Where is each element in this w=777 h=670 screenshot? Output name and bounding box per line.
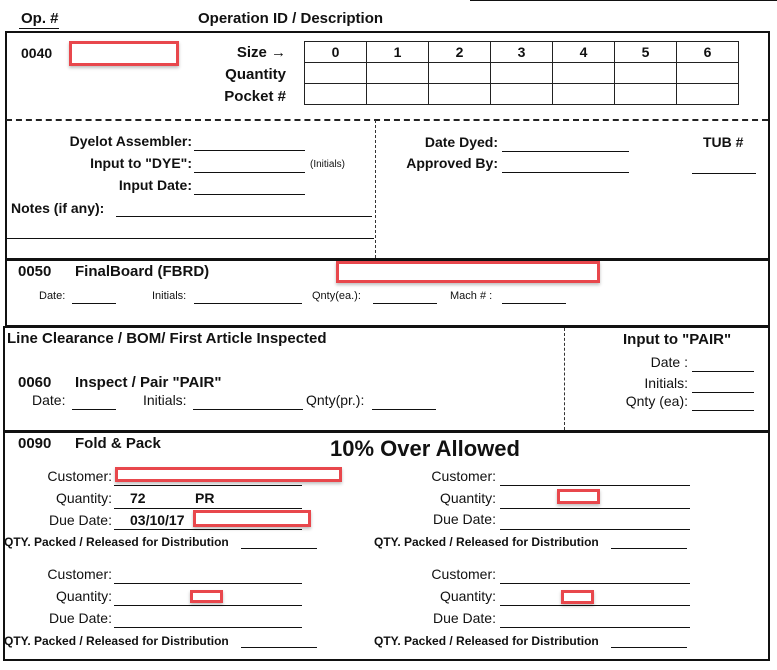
tub-number-label: TUB #: [703, 134, 744, 150]
redacted-due-date-note-1: [193, 510, 311, 527]
fbrd-mach-label: Mach # :: [450, 290, 493, 302]
customer-label-4: Customer:: [431, 566, 496, 582]
approved-by-field[interactable]: [502, 172, 629, 173]
pair-date-field[interactable]: [72, 409, 116, 410]
quantity-label-3: Quantity:: [55, 588, 112, 604]
op-0060-number: 0060: [18, 374, 52, 391]
fbrd-initials-field[interactable]: [194, 303, 302, 304]
fbrd-qnty-field[interactable]: [373, 303, 437, 304]
size-cell: 0: [305, 42, 367, 63]
released-field-3[interactable]: [241, 647, 317, 648]
op-0090-number: 0090: [18, 435, 52, 452]
input-date-label: Input Date:: [118, 177, 192, 193]
pocket-cell[interactable]: [305, 84, 367, 105]
input-date-field[interactable]: [194, 194, 305, 195]
quantity-cell[interactable]: [305, 63, 367, 84]
size-header-row: [305, 42, 739, 63]
notes-field[interactable]: [116, 216, 372, 217]
size-cell: 2: [429, 42, 491, 63]
notes-second-line: [6, 238, 374, 239]
pair-qnty-field[interactable]: [372, 409, 436, 410]
released-label-1: QTY. Packed / Released for Distribution: [4, 535, 229, 549]
quantity-cell[interactable]: [429, 63, 491, 84]
pocket-cell[interactable]: [367, 84, 429, 105]
approved-by-label: Approved By:: [406, 155, 498, 171]
released-field-2[interactable]: [611, 548, 687, 549]
size-quantity-pocket-grid: [304, 41, 739, 105]
quantity-cell[interactable]: [491, 63, 553, 84]
redacted-customer-1: [115, 467, 342, 482]
customer-label-2: Customer:: [431, 468, 496, 484]
fbrd-initials-label: Initials:: [152, 290, 187, 302]
pocket-cell[interactable]: [553, 84, 615, 105]
dye-section-vertical-divider: [375, 120, 376, 258]
pocket-cell[interactable]: [491, 84, 553, 105]
quantity-value-1: 72: [130, 490, 146, 506]
quantity-field-2[interactable]: [500, 508, 690, 509]
due-date-field-2[interactable]: [500, 529, 690, 530]
operation-description-header: Operation ID / Description: [198, 10, 384, 27]
quantity-cell[interactable]: [367, 63, 429, 84]
due-date-label-2: Due Date:: [432, 511, 496, 527]
due-date-field-4[interactable]: [500, 627, 690, 628]
fbrd-date-field[interactable]: [72, 303, 116, 304]
released-field-4[interactable]: [611, 647, 687, 648]
customer-label-1: Customer:: [47, 468, 112, 484]
size-cell: 3: [491, 42, 553, 63]
quantity-field-1[interactable]: [114, 508, 302, 509]
dyelot-assembler-field[interactable]: [194, 150, 305, 151]
quantity-field-4[interactable]: [500, 605, 690, 606]
size-label: Size →: [236, 44, 286, 61]
op-0050-title: FinalBoard (FBRD): [75, 263, 210, 280]
input-pair-initials-field[interactable]: [692, 392, 754, 393]
size-cell: 1: [367, 42, 429, 63]
quantity-cell[interactable]: [677, 63, 739, 84]
pocket-cell[interactable]: [429, 84, 491, 105]
due-date-field-3[interactable]: [114, 627, 302, 628]
pair-vertical-divider: [564, 328, 565, 430]
size-cell: 4: [553, 42, 615, 63]
size-cell: 6: [677, 42, 739, 63]
over-allowed-banner: 10% Over Allowed: [330, 436, 520, 461]
due-date-field-1[interactable]: [114, 529, 302, 530]
quantity-label-2: Quantity:: [439, 490, 496, 506]
due-date-label-4: Due Date:: [432, 610, 496, 626]
dye-section-divider: [6, 119, 768, 121]
fbrd-date-label: Date:: [39, 290, 66, 302]
op-number-header: Op. #: [21, 10, 59, 27]
fbrd-qnty-label: Qnty(ea.):: [312, 290, 361, 302]
tub-number-field[interactable]: [692, 173, 756, 174]
pair-date-label: Date:: [32, 392, 66, 408]
input-pair-initials-label: Initials:: [644, 375, 688, 391]
op-header-underline: [19, 28, 59, 29]
due-date-label-3: Due Date:: [48, 610, 112, 626]
pair-qnty-label: Qnty(pr.):: [306, 392, 365, 408]
released-label-3: QTY. Packed / Released for Distribution: [4, 634, 229, 648]
pair-initials-field[interactable]: [193, 409, 303, 410]
pair-initials-label: Initials:: [143, 392, 187, 408]
top-rule: [470, 0, 777, 1]
fbrd-mach-field[interactable]: [502, 303, 566, 304]
quantity-cell[interactable]: [615, 63, 677, 84]
op-0090-title: Fold & Pack: [75, 435, 161, 452]
input-pair-qnty-label: Qnty (ea):: [625, 393, 688, 409]
op-0040-number: 0040: [21, 45, 53, 61]
due-date-label-1: Due Date:: [48, 512, 112, 528]
quantity-label-1: Quantity:: [55, 490, 112, 506]
pocket-row: [305, 84, 739, 105]
input-to-dye-label: Input to "DYE":: [90, 155, 192, 171]
customer-field-3[interactable]: [114, 583, 302, 584]
pocket-cell[interactable]: [677, 84, 739, 105]
input-to-dye-initials-field[interactable]: [194, 172, 305, 173]
quantity-unit-1: PR: [195, 490, 215, 506]
customer-label-3: Customer:: [47, 566, 112, 582]
released-label-4: QTY. Packed / Released for Distribution: [374, 634, 599, 648]
op-0050-number: 0050: [18, 263, 52, 280]
quantity-row-label: Quantity: [225, 66, 286, 83]
customer-field-2[interactable]: [500, 485, 690, 486]
date-dyed-field[interactable]: [502, 151, 629, 152]
quantity-row: [305, 63, 739, 84]
redacted-quantity-3: [190, 590, 223, 603]
released-field-1[interactable]: [241, 548, 317, 549]
input-to-pair-title: Input to "PAIR": [623, 331, 732, 348]
pocket-row-label: Pocket #: [224, 88, 286, 105]
date-dyed-label: Date Dyed:: [424, 134, 498, 150]
redacted-quantity-4: [561, 590, 594, 604]
redacted-op-0050-description: [336, 261, 600, 283]
quantity-cell[interactable]: [553, 63, 615, 84]
input-pair-qnty-field[interactable]: [692, 410, 754, 411]
initials-hint: (Initials): [310, 159, 346, 170]
size-cell: 5: [615, 42, 677, 63]
redacted-op-0040-description: [69, 41, 179, 66]
due-date-value-1: 03/10/17: [130, 512, 185, 528]
op-0060-title: Inspect / Pair "PAIR": [75, 374, 222, 391]
customer-field-4[interactable]: [500, 583, 690, 584]
dyelot-assembler-label: Dyelot Assembler:: [69, 133, 192, 149]
redacted-quantity-2: [557, 489, 600, 504]
pocket-cell[interactable]: [615, 84, 677, 105]
quantity-label-4: Quantity:: [439, 588, 496, 604]
line-clearance-title: Line Clearance / BOM/ First Article Inspected: [7, 330, 327, 347]
notes-label: Notes (if any):: [11, 200, 105, 216]
quantity-field-3[interactable]: [114, 605, 302, 606]
input-pair-date-field[interactable]: [692, 371, 754, 372]
input-pair-date-label: Date :: [650, 354, 688, 370]
customer-field-1[interactable]: [114, 485, 302, 486]
released-label-2: QTY. Packed / Released for Distribution: [374, 535, 599, 549]
